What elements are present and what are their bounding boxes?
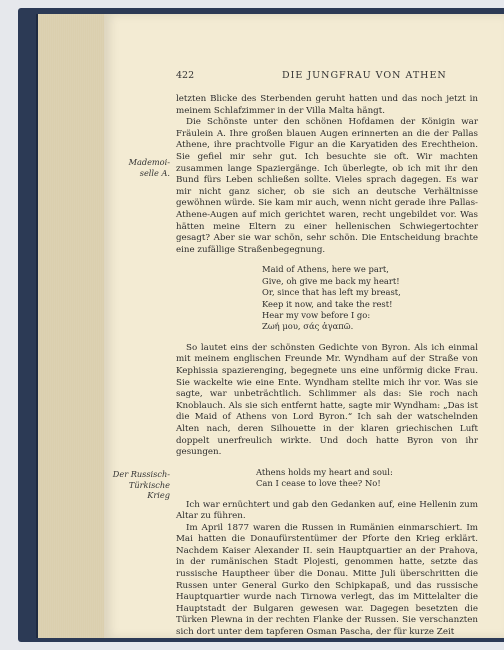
- paragraph-2: Die Schönste unter den schönen Hofdamen der Königin war Fräulein A. Ihre großen blauen Augen erinnerten an die der Pallas Athene, ihre prachtvolle Figur an die Karyatiden des Erechtheion. Sie gefiel mir sehr gut. Ich besuchte sie oft. Wir machten zusammen lange Spaziergänge. Ich überlegte, ob ich mit ihr den Bund fürs Leben schließen sollte. Vieles sprach dagegen. Es war mir nicht ganz sicher, ob sie sich an deutsche Verhältnisse gewöhnen würde. Sie kam mir auch, wenn nicht gerade ihre Pallas-Athene-Augen auf mich gerichtet waren, recht ungebildet vor. Was hätten meine Eltern zu einer hellenischen Schwiegertochter gesagt? Aber sie war schön, sehr schön. Die Entscheidung brachte eine zufällige Straßenbegegnung.: [176, 117, 478, 255]
- poem-line: Ζωή μου, σάς ἀγαπῶ.: [262, 321, 354, 332]
- page-edges: [36, 14, 108, 638]
- paragraph-3: So lautet eins der schönsten Gedichte von Byron. Als ich einmal mit meinem englischen Freunde Mr. Wyndham auf der Straße von Kephissia spazierenging, begegnete uns eine unförmig dicke Frau. Sie wackelte wie eine Ente. Wyndham stellte mich ihr vor. Was sie sagte, war unbeträchtlich. Schlimmer als das: Sie roch nach Knoblauch. Als sie sich entfernt hatte, sagte mir Wyndham: „Das ist die Maid of Athens von Lord Byron.“ Ich sah der watschelnden Alten nach, deren Silhouette in der klaren griechischen Luft doppelt unerfreulich wirkte. Und doch hatte Byron von ihr gesungen.: [176, 342, 478, 458]
- margin-note-russisch-tuerkischer-krieg: Der Russisch- Türkische Krieg: [112, 469, 170, 500]
- poem-line: Hear my vow before I go:: [262, 309, 371, 320]
- book-page: [104, 14, 504, 638]
- poem-line: Can I cease to love thee? No!: [256, 478, 381, 489]
- poem-line: Or, since that has left my breast,: [262, 287, 401, 298]
- poem-line: Maid of Athens, here we part,: [262, 264, 389, 275]
- poem-line: Give, oh give me back my heart!: [262, 275, 400, 286]
- body-text: [176, 94, 478, 639]
- paragraph-4: Ich war ernüchtert und gab den Gedanken auf, eine Hellenin zum Altar zu führen.: [176, 499, 478, 522]
- margin-note-mademoiselle: Mademoi- selle A.: [128, 157, 170, 178]
- poem-line: Keep it now, and take the rest!: [262, 298, 393, 309]
- poem-line: Athens holds my heart and soul:: [256, 466, 393, 477]
- paragraph-1: letzten Blicke des Sterbenden geruht hatten und das noch jetzt in meinem Schlafzimmer in der Villa Malta hängt.: [176, 94, 478, 116]
- poem-maid-of-athens: [262, 264, 478, 332]
- poem-athens-holds: [256, 467, 478, 490]
- page-number: 422: [176, 70, 195, 81]
- page-header: [176, 70, 486, 84]
- paragraph-5: Im April 1877 waren die Russen in Rumänien einmarschiert. Im Mai hatten die Donaufürstentümer der Pforte den Krieg erklärt. Nachdem Kaiser Alexander II. sein Hauptquartier an der Prahova, in der rumänischen Stadt Plojesti, genommen hatte, setzte das russische Hauptheer über die Donau. Mitte Juli überschritten die Russen unter General Gurko den Schipkapaß, und das russische Hauptquartier wurde nach Tirnowa verlegt, das im Mittelalter die Hauptstadt der Bulgaren gewesen war. Dagegen besetzten die Türken Plewna in der rechten Flanke der Russen. Sie verschanzten sich dort unter dem tapferen Osman Pascha, der für kurze Zeit: [176, 522, 478, 638]
- running-title: DIE JUNGFRAU VON ATHEN: [282, 70, 447, 81]
